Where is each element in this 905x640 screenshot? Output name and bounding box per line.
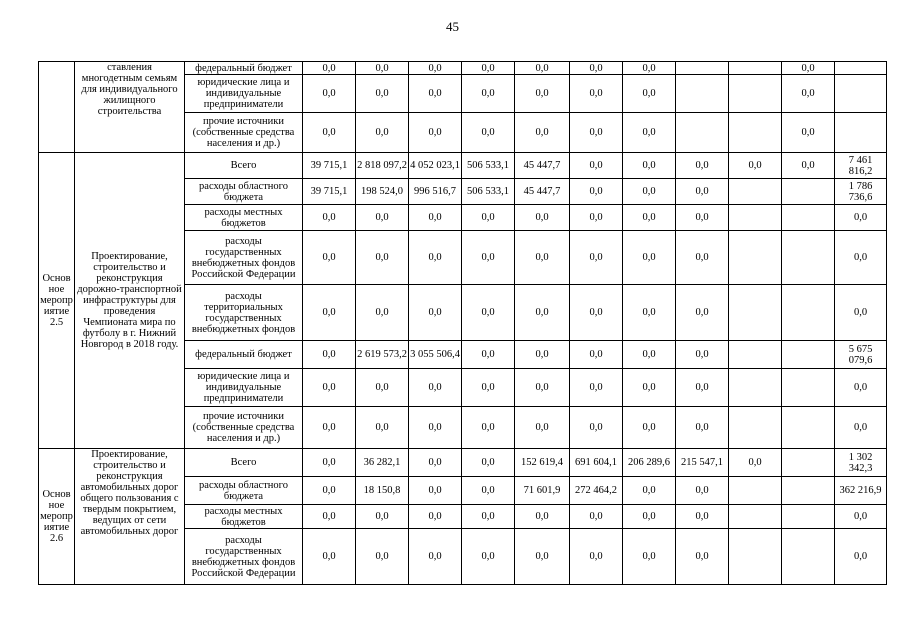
value-cell [676,113,729,153]
value-cell: 0,0 [409,477,462,505]
value-cell: 0,0 [570,113,623,153]
value-cell [782,449,835,477]
value-cell: 39 715,1 [303,179,356,205]
table-row [39,449,887,477]
funding-source: прочие источники (собственные средства населения и др.) [185,407,303,449]
funding-source: Всего [185,449,303,477]
value-cell: 0,0 [570,529,623,585]
value-cell: 691 604,1 [570,449,623,477]
value-cell: 0,0 [356,231,409,285]
funding-source: расходы местных бюджетов [185,205,303,231]
value-cell: 0,0 [356,369,409,407]
value-cell: 0,0 [676,407,729,449]
value-cell: 0,0 [303,505,356,529]
value-cell: 0,0 [676,505,729,529]
funding-source: федеральный бюджет [185,62,303,75]
value-cell: 0,0 [462,407,515,449]
value-cell: 0,0 [676,231,729,285]
value-cell: 2 619 573,2 [356,341,409,369]
value-cell: 0,0 [303,231,356,285]
activity-name: ставления многодетным семьям для индивидуального жилищного строительства [75,62,185,153]
value-cell: 0,0 [676,285,729,341]
value-cell [729,205,782,231]
value-cell: 71 601,9 [515,477,570,505]
value-cell: 0,0 [303,449,356,477]
value-cell: 0,0 [570,231,623,285]
value-cell: 0,0 [356,113,409,153]
value-cell: 0,0 [515,231,570,285]
value-cell: 0,0 [835,407,887,449]
value-cell: 0,0 [409,505,462,529]
value-cell: 0,0 [782,113,835,153]
value-cell: 0,0 [570,179,623,205]
funding-source: расходы областного бюджета [185,477,303,505]
value-cell: 0,0 [570,505,623,529]
value-cell: 45 447,7 [515,179,570,205]
table-row [39,62,887,75]
value-cell: 0,0 [356,529,409,585]
value-cell: 0,0 [623,113,676,153]
value-cell: 0,0 [409,205,462,231]
value-cell [729,341,782,369]
value-cell: 0,0 [356,505,409,529]
value-cell: 4 052 023,1 [409,153,462,179]
value-cell: 0,0 [409,449,462,477]
value-cell [782,529,835,585]
value-cell: 0,0 [676,341,729,369]
funding-source: федеральный бюджет [185,341,303,369]
value-cell: 0,0 [462,113,515,153]
value-cell: 0,0 [515,341,570,369]
value-cell: 0,0 [782,75,835,113]
value-cell: 152 619,4 [515,449,570,477]
value-cell [729,179,782,205]
value-cell: 0,0 [623,341,676,369]
value-cell: 0,0 [462,231,515,285]
value-cell: 272 464,2 [570,477,623,505]
value-cell: 0,0 [409,231,462,285]
value-cell: 996 516,7 [409,179,462,205]
funding-source: расходы местных бюджетов [185,505,303,529]
value-cell: 0,0 [409,529,462,585]
activity-name: Проектирование, строительство и реконструкция автомобильных дорог общего пользования с твердым покрытием, ведущих от сети автомобильных дорог [75,449,185,585]
value-cell [729,369,782,407]
funding-source: расходы территориальных государственных внебюджетных фондов [185,285,303,341]
value-cell: 506 533,1 [462,153,515,179]
value-cell: 0,0 [303,407,356,449]
value-cell [782,285,835,341]
value-cell: 506 533,1 [462,179,515,205]
value-cell: 0,0 [409,113,462,153]
value-cell: 0,0 [570,369,623,407]
value-cell: 5 675 079,6 [835,341,887,369]
value-cell: 0,0 [623,205,676,231]
value-cell: 0,0 [835,231,887,285]
value-cell: 0,0 [515,62,570,75]
value-cell: 0,0 [570,75,623,113]
value-cell: 0,0 [409,407,462,449]
table-row [39,153,887,179]
value-cell: 0,0 [570,341,623,369]
value-cell [676,62,729,75]
value-cell [729,285,782,341]
value-cell: 0,0 [570,153,623,179]
value-cell [729,477,782,505]
value-cell: 0,0 [676,477,729,505]
funding-source: юридические лица и индивидуальные предприниматели [185,75,303,113]
funding-source: расходы областного бюджета [185,179,303,205]
value-cell: 0,0 [835,205,887,231]
value-cell: 0,0 [623,75,676,113]
value-cell: 0,0 [356,407,409,449]
activity-code: Основное мероприятие 2.6 [39,449,75,585]
value-cell: 1 786 736,6 [835,179,887,205]
value-cell [782,369,835,407]
value-cell: 0,0 [623,529,676,585]
value-cell [782,179,835,205]
value-cell: 0,0 [835,285,887,341]
value-cell: 0,0 [303,75,356,113]
value-cell: 7 461 816,2 [835,153,887,179]
value-cell [835,62,887,75]
value-cell: 0,0 [303,62,356,75]
value-cell: 0,0 [303,477,356,505]
value-cell: 0,0 [515,75,570,113]
value-cell: 0,0 [515,113,570,153]
value-cell: 0,0 [462,449,515,477]
value-cell: 0,0 [462,505,515,529]
value-cell [782,505,835,529]
value-cell: 0,0 [623,369,676,407]
value-cell: 0,0 [462,75,515,113]
value-cell: 0,0 [835,529,887,585]
value-cell: 0,0 [515,505,570,529]
value-cell [729,505,782,529]
value-cell: 0,0 [835,505,887,529]
funding-source: юридические лица и индивидуальные предприниматели [185,369,303,407]
activity-code [39,62,75,153]
value-cell: 0,0 [623,179,676,205]
value-cell: 1 302 342,3 [835,449,887,477]
value-cell: 36 282,1 [356,449,409,477]
value-cell: 0,0 [676,205,729,231]
value-cell: 45 447,7 [515,153,570,179]
value-cell: 0,0 [356,285,409,341]
funding-source: прочие источники (собственные средства населения и др.) [185,113,303,153]
value-cell: 0,0 [356,62,409,75]
value-cell: 0,0 [676,529,729,585]
value-cell [729,113,782,153]
value-cell: 0,0 [462,477,515,505]
value-cell: 0,0 [356,75,409,113]
value-cell [729,75,782,113]
value-cell: 0,0 [409,369,462,407]
value-cell: 0,0 [676,153,729,179]
value-cell: 0,0 [676,369,729,407]
value-cell: 0,0 [303,369,356,407]
page-number: 45 [446,19,459,34]
value-cell: 0,0 [515,407,570,449]
value-cell [729,62,782,75]
value-cell: 0,0 [623,477,676,505]
value-cell: 3 055 506,4 [409,341,462,369]
value-cell: 0,0 [515,529,570,585]
value-cell [729,529,782,585]
budget-table [38,61,887,585]
value-cell: 0,0 [623,153,676,179]
value-cell [782,407,835,449]
value-cell: 0,0 [462,205,515,231]
value-cell: 0,0 [303,205,356,231]
value-cell: 0,0 [462,285,515,341]
value-cell: 0,0 [623,407,676,449]
value-cell: 0,0 [515,205,570,231]
value-cell: 0,0 [303,341,356,369]
value-cell: 0,0 [623,231,676,285]
value-cell: 0,0 [303,285,356,341]
value-cell: 0,0 [303,529,356,585]
value-cell: 0,0 [515,285,570,341]
value-cell [835,75,887,113]
value-cell [676,75,729,113]
value-cell: 198 524,0 [356,179,409,205]
value-cell: 215 547,1 [676,449,729,477]
value-cell: 0,0 [570,407,623,449]
value-cell: 0,0 [462,369,515,407]
value-cell: 39 715,1 [303,153,356,179]
value-cell [782,231,835,285]
value-cell: 0,0 [729,449,782,477]
value-cell: 0,0 [623,62,676,75]
value-cell: 0,0 [570,285,623,341]
value-cell [782,341,835,369]
value-cell [835,113,887,153]
value-cell: 0,0 [409,75,462,113]
value-cell: 0,0 [570,205,623,231]
funding-source: расходы государственных внебюджетных фондов Российской Федерации [185,231,303,285]
value-cell: 18 150,8 [356,477,409,505]
value-cell: 0,0 [729,153,782,179]
value-cell: 0,0 [623,505,676,529]
value-cell: 362 216,9 [835,477,887,505]
value-cell: 0,0 [782,62,835,75]
value-cell [729,231,782,285]
value-cell: 0,0 [676,179,729,205]
value-cell: 0,0 [409,285,462,341]
value-cell: 0,0 [782,153,835,179]
value-cell [782,205,835,231]
value-cell: 0,0 [462,62,515,75]
value-cell: 0,0 [515,369,570,407]
funding-source: Всего [185,153,303,179]
value-cell: 0,0 [462,529,515,585]
value-cell: 0,0 [356,205,409,231]
funding-source: расходы государственных внебюджетных фондов Российской Федерации [185,529,303,585]
value-cell: 0,0 [303,113,356,153]
value-cell: 0,0 [835,369,887,407]
activity-code: Основное мероприятие 2.5 [39,153,75,449]
value-cell: 0,0 [462,341,515,369]
value-cell: 0,0 [623,285,676,341]
activity-name: Проектирование, строительство и реконструкция дорожно-транспортной инфраструктуры для проведения Чемпионата мира по футболу в г. Нижний Новгород в 2018 году. [75,153,185,449]
value-cell: 2 818 097,2 [356,153,409,179]
value-cell [782,477,835,505]
value-cell: 206 289,6 [623,449,676,477]
value-cell: 0,0 [570,62,623,75]
value-cell: 0,0 [409,62,462,75]
value-cell [729,407,782,449]
